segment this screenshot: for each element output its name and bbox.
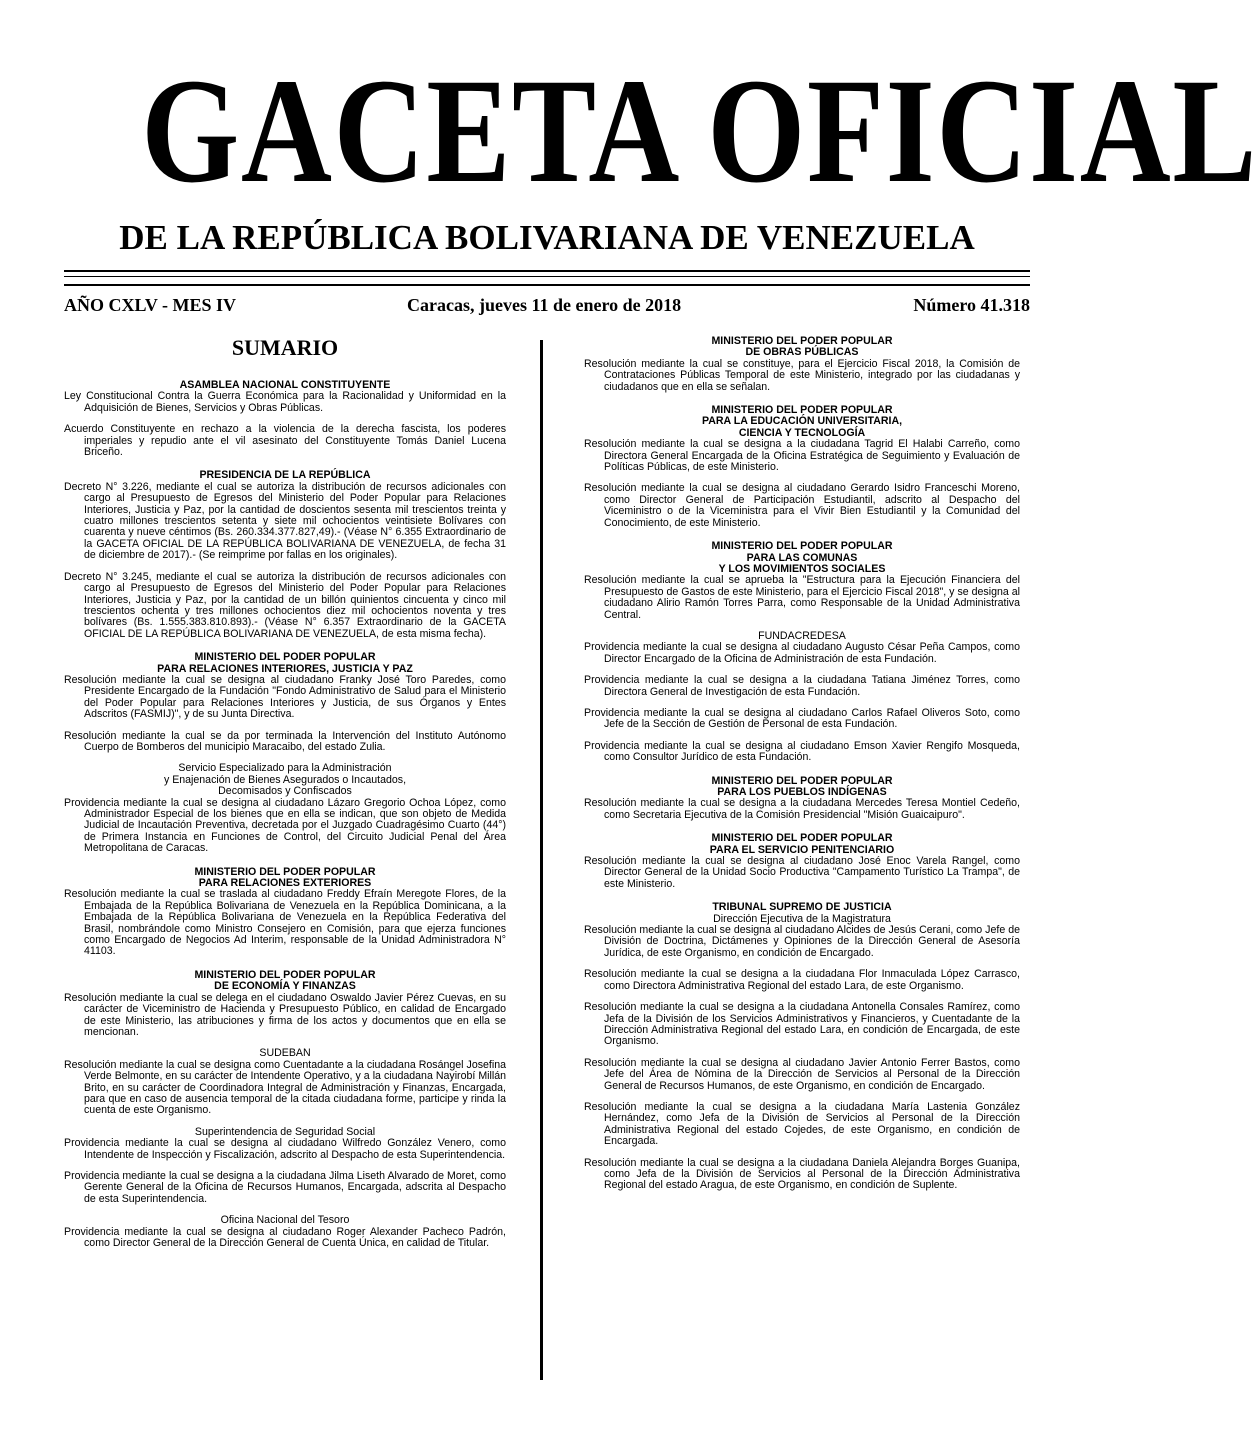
sumario-entry: Resolución mediante la cual se designa a la ciudadana Mercedes Teresa Montiel Cedeño, como Secretaria Ejecutiva de la Comisión Presidencial "Misión Guaicaipuro". [584, 797, 1020, 821]
sumario-entry: Resolución mediante la cual se aprueba la "Estructura para la Ejecución Financiera del Presupuesto de Gastos de este Ministerio, para el Ejercicio Fiscal 2018", y se designa al ciudadano Alirio Ramón Torres Parra, como Responsable de la Unidad Administrativa Central. [584, 574, 1020, 621]
issue-info-bar [64, 295, 1030, 319]
sumario-entry: Resolución mediante la cual se designa al ciudadano Javier Antonio Ferrer Bastos, como Jefe del Área de Nómina de la Dirección de Servicios al Personal de la Dirección General de Recursos Humanos, de este Organismo, en condición de Encargado. [584, 1056, 1020, 1092]
section-heading: PRESIDENCIA DE LA REPÚBLICA [199, 469, 371, 482]
column-divider [540, 340, 543, 1380]
sumario-entry: Resolución mediante la cual se designa a la ciudadana Daniela Alejandra Borges Guanipa, como Jefa de la División de Servicios al Personal de la Dirección Administrativa Regional del estado Aragua, de este Organismo, en condición de Suplente. [584, 1156, 1020, 1192]
sumario-entry: Decreto N° 3.245, mediante el cual se autoriza la distribución de recursos adicionales con cargo al Presupuesto de Egresos del Ministerio del Poder Popular para Relaciones Interiores, Justicia y Paz, por la cantidad de un billón quinientos cincuenta y cinco mil trescientos ochenta y tres millones ochocientos diez mil ochocientos noventa y tres bolívares (Bs. 1.555.383.810.893).- (Véase N° 6.357 Extraordinario de la GACETA OFICIAL DE LA REPÚBLICA BOLIVARIANA DE VENEZUELA, de esta misma fecha). [64, 570, 506, 640]
gazette-subtitle: DE LA REPÚBLICA BOLIVARIANA DE VENEZUELA [119, 218, 975, 257]
section-heading: MINISTERIO DEL PODER POPULAR DE OBRAS PÚBLICAS [711, 335, 893, 359]
section-subheading: FUNDACREDESA [758, 629, 846, 642]
section-subheading: Dirección Ejecutiva de la Magistratura [713, 912, 891, 925]
sumario-left-column [64, 336, 506, 1249]
sumario-entry: Resolución mediante la cual se designa a la ciudadana Flor Inmaculada López Carrasco, como Directora Administrativa Regional del estado Lara, de este Organismo. [584, 968, 1020, 992]
sumario-entry: Providencia mediante la cual se designa al ciudadano Roger Alexander Pacheco Padrón, como Director General de la Dirección General de Cuenta Única, en calidad de Titular. [64, 1225, 506, 1249]
sumario-right-column [584, 336, 1020, 1192]
sumario-entry: Resolución mediante la cual se designa a la ciudadana Antonella Consales Ramírez, como Jefa de la División de los Servicios Administrativos y Financieros, y Cuentadante de la Dirección Administrativa Regional del estado Lara, en condición de Encargada, de este Organismo. [584, 1001, 1020, 1048]
section-heading: MINISTERIO DEL PODER POPULAR PARA LAS COMUNAS Y LOS MOVIMIENTOS SOCIALES [711, 540, 893, 575]
sumario-entry: Resolución mediante la cual se designa a la ciudadana Tagrid El Halabi Carreño, como Directora General Encargada de la Oficina Estratégica de Seguimiento y Evaluación de Políticas Públicas, de este Ministerio. [584, 438, 1020, 474]
top-rule-2 [64, 284, 1030, 286]
section-heading: MINISTERIO DEL PODER POPULAR PARA EL SERVICIO PENITENCIARIO [709, 832, 895, 856]
section-heading: MINISTERIO DEL PODER POPULAR DE ECONOMÍA Y FINANZAS [194, 968, 376, 993]
masthead [64, 48, 1258, 214]
section-subheading: Servicio Especializado para la Administración y Enajenación de Bienes Asegurados o Incautados, Decomisados y Confiscados [163, 762, 407, 798]
section-heading: TRIBUNAL SUPREMO DE JUSTICIA [712, 901, 892, 914]
issue-number: Número 41.318 [913, 295, 1030, 315]
top-rule-thin [64, 276, 1030, 277]
section-subheading: Superintendencia de Seguridad Social [194, 1125, 376, 1138]
issue-date: Caracas, jueves 11 de enero de 2018 [407, 295, 682, 315]
sumario-entry: Resolución mediante la cual se traslada al ciudadano Freddy Efraín Meregote Flores, de la Embajada de la República Bolivariana de Venezuela en la República Dominicana, a la Embajada de la República Bolivariana de Venezuela en la República Federativa del Brasil, nombrándole como Ministro Consejero en Comisión, para que ejerza funciones como Encargado de Negocios Ad Interim, responsable de la Unidad Administradora N° 41103. [64, 888, 506, 958]
sumario-entry: Ley Constitucional Contra la Guerra Económica para la Racionalidad y Uniformidad en la Adquisición de Bienes, Servicios y Obras Públicas. [64, 390, 506, 414]
sumario-entry: Resolución mediante la cual se designa a la ciudadana María Lastenia González Hernández, como Jefa de la División de Servicios al Personal de la Dirección Administrativa Regional del estado Cojedes, de este Organismo, en condición de Encargada. [584, 1100, 1020, 1148]
section-heading: MINISTERIO DEL PODER POPULAR PARA LOS PUEBLOS INDÍGENAS [711, 774, 893, 798]
section-heading: MINISTERIO DEL PODER POPULAR PARA RELACIONES EXTERIORES [194, 865, 376, 890]
sumario-entry: Resolución mediante la cual se designa al ciudadano Franky José Toro Paredes, como Presidente Encargado de la Fundación "Fondo Administrativo de Salud para el Ministerio del Poder Popular para Relaciones Interiores y Justicia, de sus Órganos y Entes Adscritos (FASMIJ)", y de su Junta Directiva. [64, 673, 506, 721]
sumario-entry: Providencia mediante la cual se designa al ciudadano Augusto César Peña Campos, como Director Encargado de la Oficina de Administración de esta Fundación. [584, 641, 1020, 665]
sumario-entry: Resolución mediante la cual se delega en el ciudadano Oswaldo Javier Pérez Cuevas, en su carácter de Viceministro de Hacienda y Presupuesto Público, en calidad de Encargado de este Ministerio, las atribuciones y firma de los actos y documentos que en ella se mencionan. [64, 991, 506, 1038]
sumario-heading: SUMARIO [231, 335, 339, 360]
sumario-entry: Acuerdo Constituyente en rechazo a la violencia de la derecha fascista, los poderes imperiales y repudio ante el vil asesinato del Constituyente Tomás Daniel Lucena Briceño. [64, 423, 506, 459]
sumario-entry: Providencia mediante la cual se designa al ciudadano Lázaro Gregorio Ochoa López, como Administrador Especial de los bienes que en ella se indican, que son objeto de Medida Judicial de Incautación Preventiva, decretada por el Juzgado Cuadragésimo Cuarto (44°) de Primera Instancia en Funciones de Control, del Circuito Judicial Penal del Área Metropolitana de Caracas. [64, 796, 506, 855]
sumario-entry: Resolución mediante la cual se designa al ciudadano Gerardo Isidro Franceschi Moreno, como Director General de Participación Estudiantil, adscrito al Despacho del Viceministro o de la Viceministra para el Vivir Bien Estudiantil y la Comunidad del Conocimiento, de este Ministerio. [584, 482, 1020, 529]
section-heading: MINISTERIO DEL PODER POPULAR PARA LA EDUCACIÓN UNIVERSITARIA, CIENCIA Y TECNOLOGÍA [701, 404, 903, 439]
gazette-title: GACETA OFICIAL [141, 48, 1258, 214]
section-heading: MINISTERIO DEL PODER POPULAR PARA RELACIONES INTERIORES, JUSTICIA Y PAZ [157, 651, 413, 675]
sumario-entry: Resolución mediante la cual se da por terminada la Intervención del Instituto Autónomo Cuerpo de Bomberos del municipio Maracaibo, del estado Zulia. [64, 729, 506, 753]
left-column-body [64, 380, 506, 1249]
sumario-entry: Providencia mediante la cual se designa al ciudadano Emson Xavier Rengifo Mosqueda, como Consultor Jurídico de esta Fundación. [584, 739, 1020, 764]
sumario-entry: Providencia mediante la cual se designa a la ciudadana Tatiana Jiménez Torres, como Directora General de Investigación de esta Fundación. [584, 674, 1020, 698]
sumario-entry: Resolución mediante la cual se designa como Cuentadante a la ciudadana Rosángel Josefina Verde Belmonte, en su carácter de Intendente Operativo, y a la ciudadana Nayirobí Millán Brito, en su carácter de Coordinadora Integral de Administración y Finanzas, Encargada, para que en caso de ausencia temporal de la citada ciudadana forme, participe y rinda la cuenta de este Organismo. [64, 1058, 506, 1117]
sumario-entry: Providencia mediante la cual se designa al ciudadano Carlos Rafael Oliveros Soto, como Jefe de la Sección de Gestión de Personal de esta Fundación. [584, 706, 1020, 731]
sumario-entry: Resolución mediante la cual se designa al ciudadano José Enoc Varela Rangel, como Director General de la Unidad Socio Productiva "Campamento Turístico La Trampa", de este Ministerio. [584, 855, 1020, 890]
right-column-body [584, 336, 1020, 1192]
sumario-entry: Providencia mediante la cual se designa al ciudadano Wilfredo González Venero, como Intendente de Inspección y Fiscalización, adscrito al Despacho de esta Superintendencia. [64, 1137, 506, 1161]
sumario-entry: Providencia mediante la cual se designa a la ciudadana Jilma Liseth Alvarado de Moret, como Gerente General de la Oficina de Recursos Humanos, Encargada, adscrita al Despacho de esta Superintendencia. [64, 1169, 506, 1205]
top-rule [64, 270, 1030, 272]
section-subheading: SUDEBAN [259, 1047, 311, 1060]
issue-year: AÑO CXLV - MES IV [64, 295, 237, 315]
sumario-entry: Resolución mediante la cual se constituye, para el Ejercicio Fiscal 2018, la Comisión de Contrataciones Públicas Temporal de este Ministerio, integrado por las ciudadanas y ciudadanos que en ella se señalan. [584, 357, 1020, 393]
section-subheading: Oficina Nacional del Tesoro [220, 1214, 350, 1227]
section-heading: ASAMBLEA NACIONAL CONSTITUYENTE [179, 379, 391, 391]
sumario-entry: Resolución mediante la cual se designa al ciudadano Alcides de Jesús Cerani, como Jefe de División de Doctrina, Dictámenes y Opiniones de la Dirección General de Asesoría Jurídica, de este Organismo, en condición de Encargado. [584, 924, 1020, 959]
sumario-entry: Decreto N° 3.226, mediante el cual se autoriza la distribución de recursos adicionales con cargo al Presupuesto de Egresos del Ministerio del Poder Popular para Relaciones Interiores, Justicia y Paz, por la cantidad de doscientos sesenta mil trescientos treinta y cuatro millones trescientos setenta y siete mil ochocientos veintisiete Bolívares con cuarenta y nueve céntimos (Bs. 260.334.377.827,49).- (Véase N° 6.355 Extraordinario de la GACETA OFICIAL DE LA REPÚBLICA BOLIVARIANA DE VENEZUELA, de fecha 31 de diciembre de 2017).- (Se reimprime por fallas en los originales). [64, 480, 506, 562]
